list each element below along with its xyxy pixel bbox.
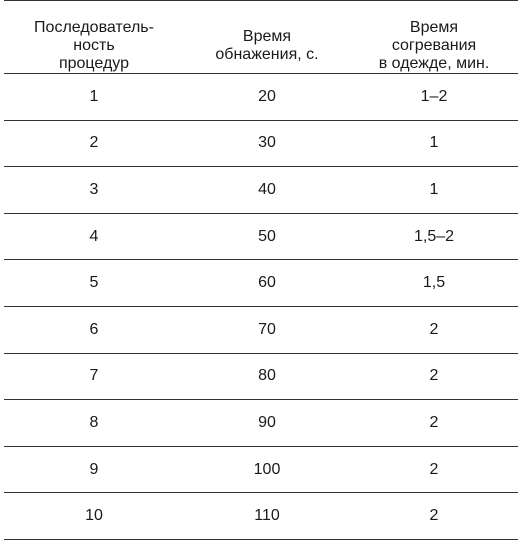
table-row [4,353,518,400]
cell-warming: 2 [350,353,518,400]
cell-warming: 1,5–2 [350,213,518,260]
table-row [4,493,518,540]
cell-warming: 1–2 [350,74,518,121]
cell-warming: 1,5 [350,260,518,307]
header-text-line: Время [242,28,292,45]
table-body [4,74,518,540]
header-procedure-order [4,1,184,74]
cell-warming: 1 [350,167,518,214]
header-exposure-time [184,1,350,74]
header-text-line: Время [409,19,459,36]
table-row [4,306,518,353]
cell-exposure: 110 [184,493,350,540]
table-row [4,446,518,493]
cell-warming: 2 [350,493,518,540]
cell-procedure: 7 [4,353,184,400]
table-row [4,74,518,121]
header-text-line: Последователь- [34,19,154,36]
header-text-line: согревания [391,37,477,54]
header-text-line: ность [73,37,115,54]
procedure-table-container [4,0,518,540]
cell-exposure: 90 [184,400,350,447]
cell-exposure: 50 [184,213,350,260]
table-row [4,260,518,307]
header-warming-time [350,1,518,74]
cell-warming: 2 [350,400,518,447]
cell-procedure: 8 [4,400,184,447]
cell-exposure: 40 [184,167,350,214]
header-text-line: в одежде, мин. [378,55,490,72]
cell-warming: 2 [350,306,518,353]
cell-procedure: 5 [4,260,184,307]
cell-procedure: 9 [4,446,184,493]
header-row [4,1,518,74]
cell-exposure: 70 [184,306,350,353]
cell-procedure: 2 [4,120,184,167]
cell-exposure: 20 [184,74,350,121]
table-row [4,167,518,214]
cell-exposure: 80 [184,353,350,400]
table-row [4,120,518,167]
table-header [4,1,518,74]
table-row [4,400,518,447]
cell-procedure: 10 [4,493,184,540]
table-row [4,213,518,260]
cell-procedure: 1 [4,74,184,121]
cell-procedure: 3 [4,167,184,214]
cell-warming: 2 [350,446,518,493]
header-text-line: обнажения, с. [215,46,319,63]
cell-warming: 1 [350,120,518,167]
cell-exposure: 60 [184,260,350,307]
cell-exposure: 100 [184,446,350,493]
header-text-line: процедур [58,55,130,72]
cell-procedure: 4 [4,213,184,260]
cell-exposure: 30 [184,120,350,167]
procedure-table [4,0,518,540]
cell-procedure: 6 [4,306,184,353]
